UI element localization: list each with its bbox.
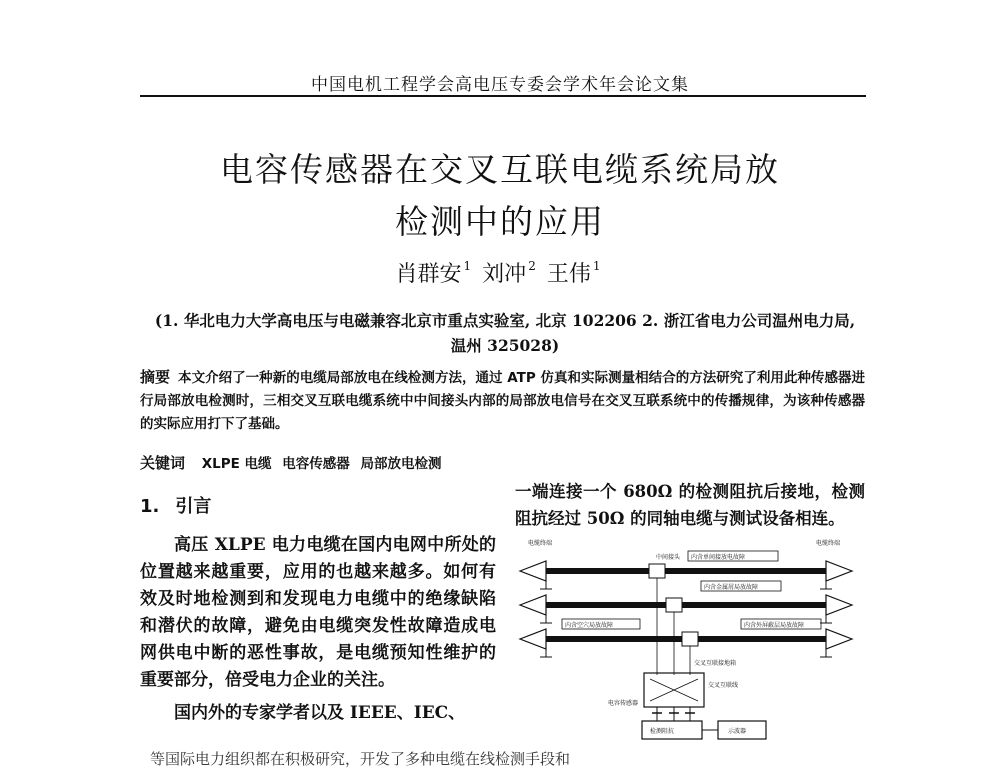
author-list — [0, 257, 1000, 288]
author-affil-mark: 2 — [528, 259, 536, 273]
keywords-label: 关键词 — [140, 454, 186, 472]
cable-phase-a — [520, 561, 852, 589]
paragraph: 高压 XLPE 电力电缆在国内电网中所处的位置越来越重要，应用的也越来越多。如何有效及时地检测到和发现电力电缆中的绝缘缺陷和潜伏的故障，避免由电缆突发性故障造成电网供电中断的恶性事故，是电缆预知性维护的重要部分，倍受电力企业的关注。 — [140, 535, 496, 690]
paper-title-line1: 电容传感器在交叉互联电缆系统局放 — [220, 150, 780, 189]
keyword: 电容传感器 — [282, 456, 350, 472]
figure-label: 内含外屏蔽层局放故障 — [744, 622, 805, 629]
figure-label: 内含单间接放电故障 — [691, 554, 746, 561]
figure-label: 电缆终端 — [528, 540, 553, 547]
figure-label: 中间接头 — [656, 554, 681, 561]
author-name: 刘冲 — [482, 262, 527, 287]
abstract-label: 摘要 — [140, 368, 171, 386]
affiliation: (1. 华北电力大学高电压与电磁兼容北京市重点实验室, 北京 102206 2. 浙江省电力公司温州电力局, 温州 325028) — [154, 311, 856, 355]
figure-label: 电容传感器 — [608, 700, 639, 707]
author-name: 肖群安 — [395, 262, 462, 287]
paragraph: 国内外的专家学者以及 IEEE、IEC、 — [174, 703, 466, 723]
figure-label: 内含金属屑局放故障 — [704, 584, 759, 591]
keyword: 局部放电检测 — [360, 456, 442, 472]
header-rule — [140, 95, 866, 97]
author-affil-mark: 1 — [592, 259, 601, 273]
author-name: 王伟 — [546, 262, 591, 287]
left-column — [140, 532, 496, 733]
figure-label: 内含空穴局放故障 — [565, 622, 614, 629]
cable-phase-c — [520, 629, 852, 657]
figure-label: 检测阻抗 — [650, 728, 675, 735]
right-column-text: 一端连接一个 680Ω 的检测阻抗后接地，检测阻抗经过 50Ω 的同轴电缆与测试设备相连。 — [515, 482, 865, 528]
section-heading — [140, 492, 211, 518]
abstract — [140, 366, 865, 436]
keyword: XLPE 电缆 — [201, 456, 272, 472]
running-head: 中国电机工程学会高电压专委会学术年会论文集 — [311, 75, 689, 95]
abstract-text: 本文介绍了一种新的电缆局部放电在线检测方法，通过 ATP 仿真和实际测量相结合的方法研究了利用此种传感器进行局部放电检测时，三相交叉互联电缆系统中中间接头内部的局部放电信号在交叉互联系统中的传播规律，为该种传感器的实际应用打下了基础。 — [140, 370, 865, 432]
cut-off-text-line: 等国际电力组织都在积极研究，开发了多种电缆在线检测手段和 — [150, 750, 571, 768]
section-title: 引言 — [175, 496, 212, 517]
paper-title-line2: 检测中的应用 — [395, 202, 605, 241]
cross-bonding-diagram — [516, 535, 861, 745]
figure-label: 示波器 — [728, 728, 747, 735]
figure-label: 交叉互联接地箱 — [694, 660, 737, 667]
keywords — [140, 452, 640, 473]
figure-label: 交叉互联线 — [708, 682, 739, 689]
author-affil-mark: 1 — [463, 259, 472, 273]
section-number: 1. — [140, 496, 160, 517]
figure-label: 电缆终端 — [816, 540, 841, 547]
